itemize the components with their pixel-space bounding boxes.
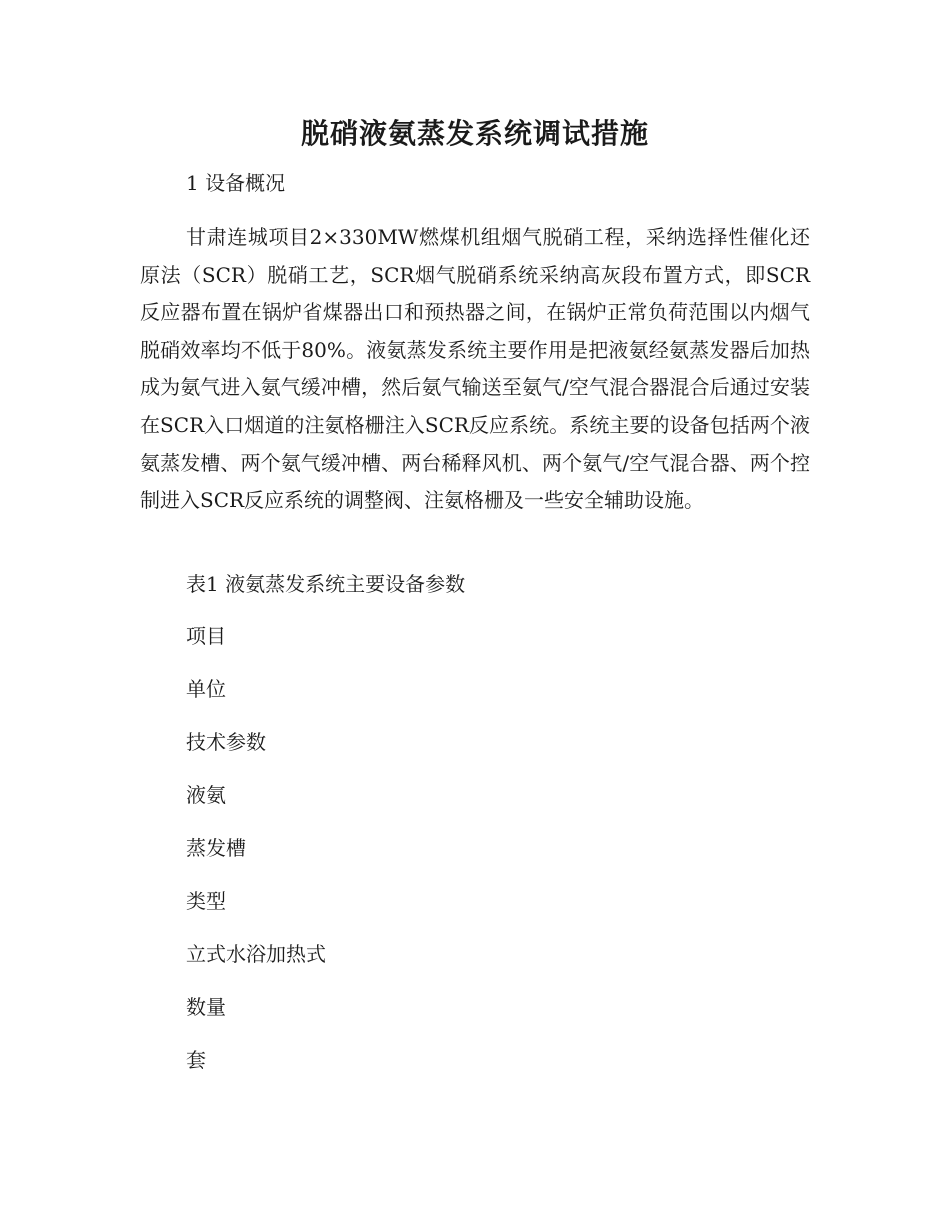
table-cell: 数量 [186, 995, 226, 1019]
table-cell-list [186, 621, 326, 1098]
table-caption: 表1 液氨蒸发系统主要设备参数 [186, 572, 466, 596]
section-heading: 1 设备概况 [186, 171, 286, 195]
body-paragraph: 甘肃连城项目2×330MW燃煤机组烟气脱硝工程，采纳选择性催化还原法（SCR）脱硝工艺，SCR烟气脱硝系统采纳高灰段布置方式，即SCR反应器布置在锅炉省煤器出口和预热器之间，在锅炉正常负荷范围以内烟气脱硝效率均不低于80%。液氨蒸发系统主要作用是把液氨经氨蒸发器后加热成为氨气进入氨气缓冲槽，然后氨气输送至氨气/空气混合器混合后通过安装在SCR入口烟道的注氨格栅注入SCR反应系统。系统主要的设备包括两个液氨蒸发槽、两个氨气缓冲槽、两台稀释风机、两个氨气/空气混合器、两个控制进入SCR反应系统的调整阀、注氨格栅及一些安全辅助设施。 [140, 225, 810, 513]
table-cell: 类型 [186, 889, 226, 913]
table-cell: 套 [186, 1048, 206, 1072]
table-cell: 蒸发槽 [186, 836, 246, 860]
table-cell: 项目 [186, 624, 226, 648]
document-title: 脱硝液氨蒸发系统调试措施 [300, 117, 649, 150]
table-cell: 技术参数 [186, 730, 266, 754]
table-cell: 单位 [186, 677, 226, 701]
table-cell: 立式水浴加热式 [186, 942, 326, 966]
table-cell: 液氨 [186, 783, 226, 807]
